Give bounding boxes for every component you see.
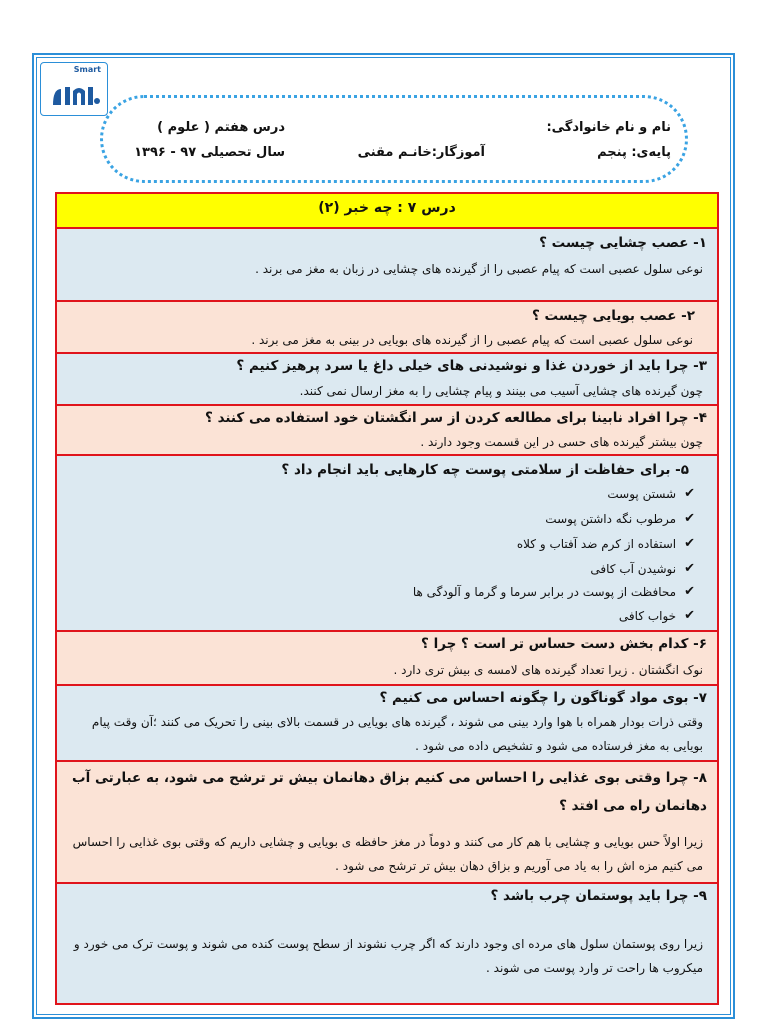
- student-name-label: نام و نام خانوادگی:: [546, 120, 671, 135]
- answer-9: زیرا روی پوستمان سلول های مرده ای وجود دارند که اگر چرب نشوند از سطح پوست کنده می شوند و پوست ترک می خورد و میکروب ها راحت تر وارد پوست می شوند .: [73, 937, 703, 975]
- check-icon: ✔: [684, 511, 695, 526]
- question-row-1: [57, 229, 717, 302]
- question-row-9: [57, 884, 717, 1003]
- logo-mark-icon: [47, 77, 103, 111]
- check-icon: ✔: [684, 486, 695, 501]
- answer-7: وقتی ذرات بودار همراه با هوا وارد بینی می شوند ، گیرنده های بویایی در قسمت بالای بینی را تحریک می کنند ؛آن وقت پیام بویایی به مغز فرستاده می شود و تشخیص داده می شود .: [91, 715, 703, 753]
- question-5: ۵- برای حفاظت از سلامتی پوست چه کارهایی باید انجام داد ؟: [281, 462, 689, 478]
- question-row-7: [57, 686, 717, 762]
- check-icon: ✔: [684, 536, 695, 551]
- question-9: ۹- چرا باید پوستمان چرب باشد ؟: [490, 888, 707, 904]
- question-4: ۴- چرا افراد نابینا برای مطالعه کردن از سر انگشتان خود استفاده می کنند ؟: [205, 410, 707, 426]
- question-row-4: [57, 406, 717, 456]
- question-row-6: [57, 632, 717, 686]
- question-1: ۱- عصب چشایی چیست ؟: [539, 235, 707, 251]
- logo-brand-text: Smart: [73, 65, 101, 74]
- year-label: سال تحصیلی ۹۷ - ۱۳۹۶: [134, 145, 285, 160]
- question-6: ۶- کدام بخش دست حساس تر است ؟ چرا ؟: [421, 636, 707, 652]
- answer-6: نوک انگشتان . زیرا تعداد گیرنده های لامسه ی بیش تری دارد .: [393, 663, 703, 677]
- list-item: ✔ خواب کافی: [618, 608, 695, 623]
- question-row-3: [57, 354, 717, 406]
- grade-label: پایه‌ی: پنجم: [597, 145, 671, 160]
- answer-8: زیرا اولاً حس بویایی و چشایی با هم کار می کنند و دوماً در مغز حافظه ی بویایی و چشایی داریم که وقتی بوی غذایی را احساس می کنیم مزه اش را به یاد می آوریم و بزاق دهان بیش تر ترشح می شود .: [72, 835, 703, 873]
- list-item: ✔ نوشیدن آب کافی: [590, 561, 695, 576]
- teacher-label: آموزگار:خانـم مقنی: [357, 145, 485, 160]
- question-2: ۲- عصب بویایی چیست ؟: [532, 308, 695, 324]
- question-row-2: [57, 302, 717, 354]
- lesson-label: درس هفتم ( علوم ): [157, 120, 285, 135]
- answer-1: نوعی سلول عصبی است که پیام عصبی را از گیرنده های چشایی در زبان به مغز می برند .: [255, 262, 703, 276]
- list-item: ✔ محافظت از پوست در برابر سرما و گرما و آلودگی ها: [412, 584, 695, 599]
- school-logo: [40, 62, 108, 116]
- question-row-8: [57, 762, 717, 884]
- question-row-5: [57, 456, 717, 632]
- check-icon: ✔: [684, 608, 695, 623]
- list-item: ✔ استفاده از کرم ضد آفتاب و کلاه: [516, 536, 695, 551]
- answer-4: چون بیشتر گیرنده های حسی در این قسمت وجود دارند .: [420, 435, 703, 449]
- qa-table: [55, 192, 719, 1005]
- question-7: ۷- بوی مواد گوناگون را چگونه احساس می کنیم ؟: [379, 690, 707, 706]
- list-item: ✔ مرطوب نگه داشتن پوست: [545, 511, 695, 526]
- question-3: ۳- چرا باید از خوردن غذا و نوشیدنی های خیلی داغ یا سرد پرهیز کنیم ؟: [236, 358, 707, 374]
- lesson-title: درس ۷ : چه خبر (۲): [318, 200, 456, 216]
- lesson-title-row: [57, 194, 717, 229]
- check-icon: ✔: [684, 584, 695, 599]
- answer-2: نوعی سلول عصبی است که پیام عصبی را از گیرنده های بویایی در بینی به مغز می برند .: [251, 333, 693, 347]
- list-item: ✔ شستن پوست: [607, 486, 695, 501]
- check-icon: ✔: [684, 561, 695, 576]
- question-8: ۸- چرا وقتی بوی غذایی را احساس می کنیم بزاق دهانمان بیش تر ترشح می شود، به عبارتی آب دهانمان راه می افتد ؟: [72, 770, 707, 814]
- answer-3: چون گیرنده های چشایی آسیب می بینند و پیام چشایی را به مغز ارسال نمی کنند.: [299, 384, 703, 398]
- header-box: [100, 95, 688, 183]
